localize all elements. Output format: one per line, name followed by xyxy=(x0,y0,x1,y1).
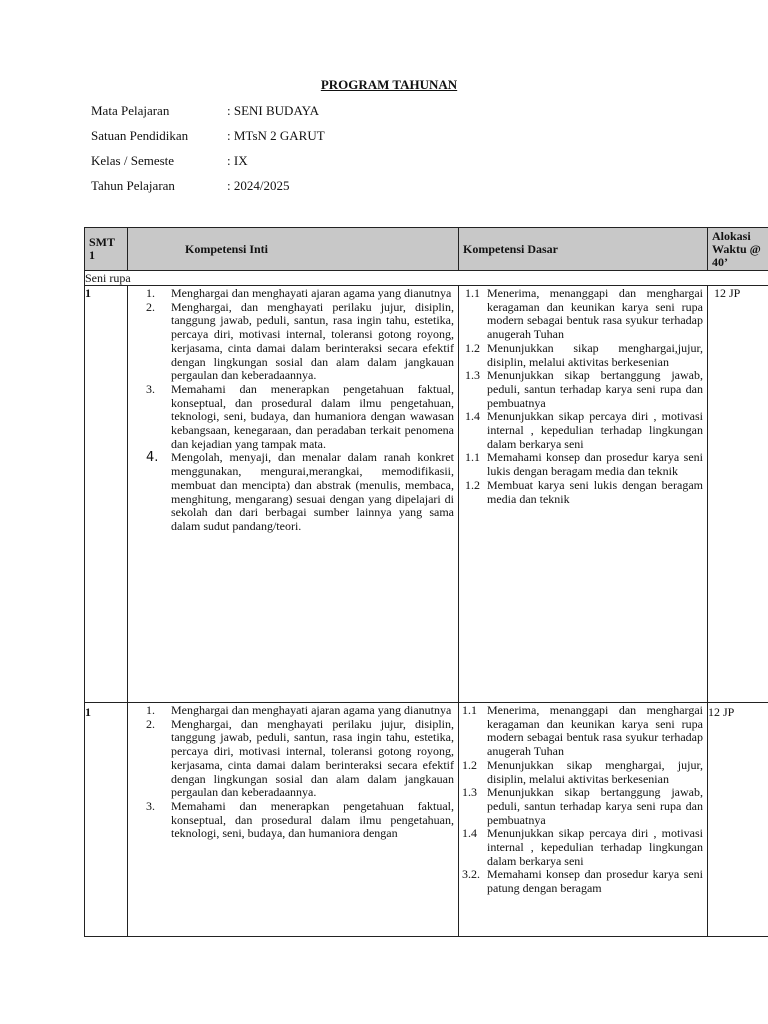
list-item: 4. Mengolah, menyaji, dan menalar dalam ranah konkret menggunakan, mengurai,merangkai, memodifikasii, membuat dan mencipta) dan abstrak (menulis, membaca, menghitung, mengarang) sesuai dengan yang dipelajari di sekolah dan dari berbagai sumber lainnya yang sama dalam sudut pandang/teori. xyxy=(146,450,454,533)
header-kompetensi-inti: Kompetensi Inti xyxy=(128,228,459,271)
meta-value: : 2024/2025 xyxy=(227,178,290,193)
list-item: 2. Menghargai, dan menghayati perilaku jujur, disiplin, tanggung jawab, peduli, santun, rasa ingin tahu, estetika, percaya diri, motivasi internal, toleransi gotong royong, kerjasama, cinta damai dalam berinteraksi secara efektif dengan lingkungan sosial dan alam dalam jangkauan pergaulan dan keberadaannya. xyxy=(146,716,454,800)
list-item: 3.2. Memahami konsep dan prosedur karya seni patung dengan beragam xyxy=(462,867,703,896)
row-alokasi-waktu: 12 JP xyxy=(708,703,768,937)
meta-row-year xyxy=(91,178,325,203)
header-smt: SMT 1 xyxy=(85,228,128,271)
meta-row-subject xyxy=(91,103,325,128)
document-title: PROGRAM TAHUNAN xyxy=(320,77,458,92)
list-item: 1.1 Menerima, menanggapi dan menghargai keragaman dan keunikan karya seni rupa modern sebagai bentuk rasa syukur terhadap anugerah Tuhan xyxy=(462,703,703,759)
table-row xyxy=(85,703,768,937)
meta-label: Satuan Pendidikan xyxy=(91,128,189,143)
section-label: Seni rupa xyxy=(85,271,768,286)
row-alokasi-waktu: 12 JP xyxy=(708,286,768,703)
table-row xyxy=(85,286,768,703)
meta-label: Kelas / Semeste xyxy=(91,153,175,168)
meta-row-school xyxy=(91,128,325,153)
kd-list xyxy=(453,287,707,506)
row-smt: 1 xyxy=(85,703,128,937)
list-item: 1.4 Menunjukkan sikap percaya diri , motivasi internal , kepedulian terhadap lingkungan dalam berkarya seni xyxy=(462,826,703,868)
header-alokasi-waktu: Alokasi Waktu @ 40’ xyxy=(708,228,768,271)
list-item: 3. Memahami dan menerapkan pengetahuan faktual, konseptual, dan prosedural dalam ilmu pengetahuan, teknologi, seni, budaya, dan humaniora dengan wawasan kebangsaan, kenegaraan, dan peradaban terkait penomena dan kejadian yang tampak mata. xyxy=(146,381,454,451)
program-table xyxy=(84,227,768,937)
list-item: 1.3 Menunjukkan sikap bertanggung jawab, peduli, santun terhadap karya seni rupa dan pembuatnya xyxy=(465,368,703,410)
row-kompetensi-inti xyxy=(128,286,459,703)
list-item: 1.2 Menunjukkan sikap menghargai,jujur, disiplin, melalui aktivitas berkesenian xyxy=(465,340,703,369)
document-meta xyxy=(91,103,325,203)
list-item: 1. Menghargai dan menghayati ajaran agama yang dianutnya xyxy=(146,703,452,717)
list-item: 1.3 Menunjukkan sikap bertanggung jawab, peduli, santun terhadap karya seni rupa dan pembuatnya xyxy=(462,785,703,827)
row-kompetensi-dasar xyxy=(459,703,708,937)
row-smt: 1 xyxy=(85,286,128,703)
list-item: 1.1 Memahami konsep dan prosedur karya seni lukis dengan beragam media dan teknik xyxy=(465,450,703,479)
list-item: 1.2 Menunjukkan sikap menghargai, jujur, disiplin, melalui aktivitas berkesenian xyxy=(462,757,703,786)
list-item: 1.1 Menerima, menanggapi dan menghargai keragaman dan keunikan karya seni rupa modern sebagai bentuk rasa syukur terhadap anugerah Tuhan xyxy=(465,286,703,342)
list-item: 1. Menghargai dan menghayati ajaran agama yang dianutnya xyxy=(146,286,452,300)
ki-list xyxy=(85,287,458,534)
meta-value: : SENI BUDAYA xyxy=(227,103,319,118)
list-item: 1.4 Menunjukkan sikap percaya diri , motivasi internal , kepedulian terhadap lingkungan dalam berkarya seni xyxy=(465,409,703,451)
meta-label: Mata Pelajaran xyxy=(91,103,170,118)
list-item: 3. Memahami dan menerapkan pengetahuan faktual, konseptual, dan prosedural dalam ilmu pengetahuan, teknologi, seni, budaya, dan humaniora dengan xyxy=(146,798,454,841)
section-row xyxy=(85,271,768,286)
meta-value: : IX xyxy=(227,153,248,168)
list-item: 2. Menghargai, dan menghayati perilaku jujur, disiplin, tanggung jawab, peduli, santun, rasa ingin tahu, estetika, percaya diri, motivasi internal, toleransi gotong royong, kerjasama, cinta damai dalam berinteraksi secara efektif dengan lingkungan sosial dan alam dalam jangkauan pergaulan dan keberadaannya. xyxy=(146,299,454,383)
ki-list xyxy=(85,704,458,841)
meta-row-class xyxy=(91,153,325,178)
row-kompetensi-inti xyxy=(128,703,459,937)
table-header-row xyxy=(85,228,768,271)
meta-label: Tahun Pelajaran xyxy=(91,178,175,193)
meta-value: : MTsN 2 GARUT xyxy=(227,128,325,143)
header-kompetensi-dasar: Kompetensi Dasar xyxy=(459,228,708,271)
row-kompetensi-dasar xyxy=(459,286,708,703)
kd-list xyxy=(453,704,707,896)
list-item: 1.2 Membuat karya seni lukis dengan beragam media dan teknik xyxy=(465,477,703,506)
